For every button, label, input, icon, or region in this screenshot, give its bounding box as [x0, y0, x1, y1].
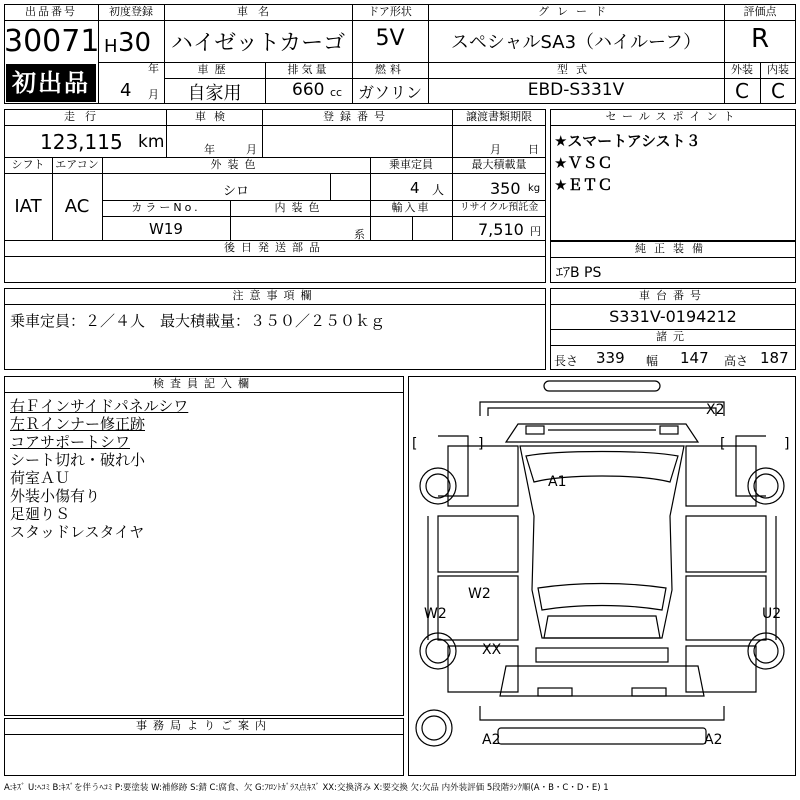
- score: R: [750, 24, 770, 54]
- ac-label: エアコン: [55, 158, 99, 171]
- transfer-day-unit: 日: [528, 143, 539, 156]
- damage-mark: A2: [704, 732, 723, 748]
- chassis-number-label: 車台番号: [639, 289, 707, 302]
- height-label: 高さ: [724, 354, 749, 368]
- era: H: [104, 36, 118, 57]
- vehicle-diagram: [408, 376, 796, 776]
- inspection-year-unit: 年: [204, 143, 215, 156]
- fuel: ガソリン: [357, 83, 422, 102]
- inspector-line: 足廻りＳ: [10, 505, 71, 523]
- door: 5V: [375, 26, 405, 51]
- interior-grade-label: 内装: [767, 63, 789, 76]
- model-label: 型式: [557, 63, 595, 76]
- registration-number-label: 登録番号: [323, 110, 391, 123]
- damage-mark: XX: [482, 642, 502, 658]
- interior-color-suffix: 系: [354, 228, 365, 241]
- displacement-label: 排気量: [287, 63, 330, 76]
- color-number: W19: [149, 220, 183, 238]
- diagram-bracket: ]: [784, 436, 790, 452]
- shift: IAT: [14, 196, 42, 217]
- office-label: 事務局よりご案内: [136, 719, 272, 732]
- fuel-label: 燃料: [375, 63, 405, 76]
- sales-points-label: セールスポイント: [605, 110, 741, 123]
- damage-mark: W2: [468, 586, 491, 602]
- interior-grade: C: [771, 79, 785, 103]
- chassis-number: S331V-0194212: [609, 307, 737, 326]
- inspector-line: 荷室ＡＵ: [10, 469, 71, 487]
- exterior-color-label: 外装色: [210, 158, 262, 171]
- damage-mark: A2: [482, 732, 501, 748]
- import-label: 輸入車: [391, 201, 431, 214]
- transfer-month-unit: 月: [490, 143, 501, 156]
- max-load-label: 最大積載量: [471, 158, 527, 171]
- grade-label: グレード: [538, 5, 614, 18]
- legend-text: A:ｷｽﾞ U:ﾍｺﾐ B:ｷｽﾞを伴うﾍｺﾐ P:要塗装 W:補修跡 S:錆 C:腐食、欠 G:ﾌﾛﾝﾄｶﾞﾗｽ点ｷｽﾞ XX:交換済み X:要交換 欠:欠品 内外装評価 5段階ﾗﾝｸ順(A・B・C・D・E) 1: [4, 783, 609, 793]
- door-label: ドア形状: [368, 5, 412, 18]
- recycle-unit: 円: [530, 225, 541, 238]
- wheels: [416, 468, 784, 746]
- height: 187: [760, 349, 789, 367]
- registration-month: 4: [120, 80, 132, 101]
- registration-year: 30: [118, 28, 152, 58]
- damage-mark: W2: [424, 606, 447, 622]
- inspector-line: スタッドレスタイヤ: [10, 523, 145, 541]
- inspector-line: シート切れ・破れ小: [10, 451, 146, 469]
- max-load-unit: kg: [528, 183, 541, 194]
- damage-mark: A1: [548, 474, 567, 490]
- length: 339: [596, 349, 625, 367]
- max-load: 350: [490, 179, 521, 198]
- exterior-grade: C: [735, 79, 749, 103]
- year-unit: 年: [148, 62, 159, 75]
- displacement-unit: cc: [330, 86, 343, 99]
- sales-point-item: ★スマートアシスト３: [554, 132, 701, 150]
- mileage-unit: km: [138, 132, 165, 152]
- recycle-label: リサイクル預託金: [459, 202, 539, 213]
- sales-point-item: ★ＥＴＣ: [554, 176, 613, 194]
- model: EBD-S331V: [527, 80, 625, 100]
- inspection-label: 車検: [195, 110, 233, 123]
- shift-label: シフト: [11, 158, 45, 171]
- equipment-value: ｴｱB PS: [556, 265, 602, 281]
- exterior-grade-label: 外装: [731, 63, 753, 76]
- first-registration-label: 初度登録: [109, 5, 153, 18]
- exterior-color: シロ: [222, 184, 249, 199]
- later-parts-label: 後日発送部品: [224, 241, 326, 254]
- mileage-label: 走行: [64, 110, 106, 123]
- length-label: 長さ: [554, 354, 579, 368]
- inspector-line: 右Ｆインサイドパネルシワ: [10, 397, 189, 415]
- damage-mark: X2: [706, 402, 725, 418]
- damage-mark: U2: [762, 606, 782, 622]
- sales-point-item: ★ＶＳＣ: [554, 154, 613, 172]
- recycle-amount: 7,510: [478, 220, 524, 239]
- dimensions-label: 諸元: [656, 330, 690, 343]
- inspector-line: コアサポートシワ: [10, 433, 131, 451]
- score-label: 評価点: [743, 5, 777, 18]
- diagram-bracket: [: [412, 436, 418, 452]
- notes-label: 注意事項欄: [232, 289, 318, 302]
- diagram-bracket: ]: [478, 436, 484, 452]
- interior-color-label: 内装色: [274, 201, 326, 214]
- inspector-line: 左Ｒインナー修正跡: [10, 415, 146, 433]
- grade: スペシャルSA3（ハイルーフ）: [450, 32, 702, 53]
- car-name: ハイゼットカーゴ: [170, 31, 346, 56]
- car-name-label: 車名: [237, 5, 279, 18]
- color-number-label: カラーNo.: [131, 201, 201, 214]
- inspection-month-unit: 月: [246, 143, 257, 156]
- capacity-unit: 人: [432, 183, 445, 197]
- inspector-label: 検査員記入欄: [153, 377, 255, 390]
- displacement: 660: [292, 80, 325, 100]
- inspector-line: 外装小傷有り: [10, 487, 101, 505]
- width: 147: [680, 349, 709, 367]
- history: 自家用: [187, 83, 242, 104]
- mileage: 123,115: [40, 130, 123, 154]
- notes-text: 乗車定員：２／４人 最大積載量：３５０／２５０ｋｇ: [10, 312, 386, 330]
- width-label: 幅: [646, 354, 659, 368]
- capacity-label: 乗車定員: [389, 158, 433, 171]
- first-listing-badge: 初出品: [6, 64, 96, 102]
- lot-number-label: 出品番号: [25, 5, 77, 18]
- equipment-label: 純正装備: [635, 242, 711, 255]
- month-unit: 月: [148, 88, 159, 101]
- diagram-bracket: [: [720, 436, 726, 452]
- capacity: 4: [410, 179, 420, 197]
- transfer-deadline-label: 譲渡書類期限: [466, 110, 532, 123]
- ac: AC: [64, 196, 90, 217]
- history-label: 車歴: [197, 63, 232, 76]
- lot-number: 30071: [4, 24, 100, 59]
